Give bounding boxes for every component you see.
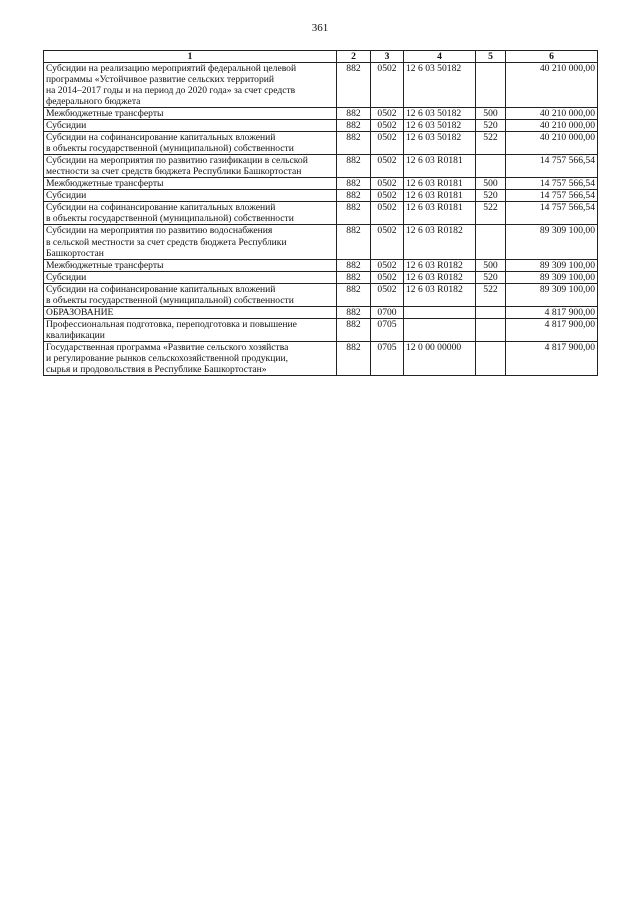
cell-section: 0502 xyxy=(371,259,404,271)
cell-ved: 882 xyxy=(337,259,371,271)
cell-target-article: 12 6 03 50182 xyxy=(404,108,476,120)
cell-expense-type xyxy=(476,225,506,259)
table-header-row xyxy=(44,51,598,63)
header-col-1: 1 xyxy=(44,51,337,63)
cell-target-article: 12 6 03 50182 xyxy=(404,120,476,132)
cell-expense-type: 522 xyxy=(476,132,506,155)
table-row xyxy=(44,190,598,202)
table-row xyxy=(44,178,598,190)
page-number: 361 xyxy=(311,22,329,34)
cell-amount: 40 210 000,00 xyxy=(506,63,598,108)
cell-name: Профессиональная подготовка, переподготовка и повышение квалификации xyxy=(44,318,337,341)
cell-target-article xyxy=(404,306,476,318)
cell-expense-type: 522 xyxy=(476,283,506,306)
cell-ved: 882 xyxy=(337,271,371,283)
cell-expense-type: 520 xyxy=(476,190,506,202)
cell-amount: 40 210 000,00 xyxy=(506,108,598,120)
cell-section: 0502 xyxy=(371,120,404,132)
table-row xyxy=(44,202,598,225)
cell-amount: 89 309 100,00 xyxy=(506,283,598,306)
table-row xyxy=(44,132,598,155)
header-col-3: 3 xyxy=(371,51,404,63)
cell-amount: 14 757 566,54 xyxy=(506,178,598,190)
cell-amount: 4 817 900,00 xyxy=(506,318,598,341)
cell-ved: 882 xyxy=(337,132,371,155)
cell-target-article: 12 6 03 R0181 xyxy=(404,155,476,178)
cell-target-article: 12 6 03 R0182 xyxy=(404,271,476,283)
table-body xyxy=(44,63,598,376)
cell-section: 0502 xyxy=(371,271,404,283)
cell-section: 0502 xyxy=(371,155,404,178)
table-row xyxy=(44,259,598,271)
cell-target-article: 12 6 03 R0182 xyxy=(404,259,476,271)
cell-target-article: 12 6 03 R0181 xyxy=(404,202,476,225)
cell-ved: 882 xyxy=(337,341,371,375)
cell-section: 0502 xyxy=(371,108,404,120)
header-col-2: 2 xyxy=(337,51,371,63)
table-row xyxy=(44,318,598,341)
table-row xyxy=(44,63,598,108)
cell-target-article: 12 6 03 R0181 xyxy=(404,178,476,190)
cell-amount: 14 757 566,54 xyxy=(506,202,598,225)
cell-expense-type xyxy=(476,63,506,108)
cell-target-article: 12 6 03 R0181 xyxy=(404,190,476,202)
cell-target-article: 12 6 03 50182 xyxy=(404,132,476,155)
cell-ved: 882 xyxy=(337,306,371,318)
cell-amount: 14 757 566,54 xyxy=(506,155,598,178)
cell-expense-type xyxy=(476,341,506,375)
cell-amount: 40 210 000,00 xyxy=(506,120,598,132)
cell-name: Субсидии на реализацию мероприятий федеральной целевой программы «Устойчивое развитие сельских территорий на 2014–2017 годы и на период до 2020 года» за счет средств федерального бюджета xyxy=(44,63,337,108)
cell-expense-type: 500 xyxy=(476,178,506,190)
table-row xyxy=(44,306,598,318)
cell-name: Субсидии на мероприятия по развитию водоснабжения в сельской местности за счет средств бюджета Республики Башкортостан xyxy=(44,225,337,259)
table-row xyxy=(44,341,598,375)
cell-target-article: 12 6 03 R0182 xyxy=(404,225,476,259)
cell-expense-type: 500 xyxy=(476,108,506,120)
table-row xyxy=(44,155,598,178)
cell-target-article: 12 0 00 00000 xyxy=(404,341,476,375)
cell-ved: 882 xyxy=(337,225,371,259)
cell-ved: 882 xyxy=(337,283,371,306)
cell-ved: 882 xyxy=(337,63,371,108)
cell-target-article: 12 6 03 R0182 xyxy=(404,283,476,306)
cell-section: 0502 xyxy=(371,132,404,155)
header-col-6: 6 xyxy=(506,51,598,63)
cell-name: Субсидии на мероприятия по развитию газификации в сельской местности за счет средств бюджета Республики Башкортостан xyxy=(44,155,337,178)
cell-expense-type: 520 xyxy=(476,271,506,283)
cell-section: 0705 xyxy=(371,318,404,341)
cell-target-article: 12 6 03 50182 xyxy=(404,63,476,108)
cell-name: Субсидии на софинансирование капитальных вложений в объекты государственной (муниципальной) собственности xyxy=(44,202,337,225)
table-row xyxy=(44,120,598,132)
cell-ved: 882 xyxy=(337,190,371,202)
cell-ved: 882 xyxy=(337,108,371,120)
cell-amount: 14 757 566,54 xyxy=(506,190,598,202)
budget-table xyxy=(43,50,598,376)
cell-amount: 4 817 900,00 xyxy=(506,341,598,375)
table-row xyxy=(44,225,598,259)
cell-section: 0502 xyxy=(371,225,404,259)
cell-name: ОБРАЗОВАНИЕ xyxy=(44,306,337,318)
cell-section: 0502 xyxy=(371,283,404,306)
cell-name: Субсидии xyxy=(44,120,337,132)
cell-section: 0502 xyxy=(371,190,404,202)
cell-name: Межбюджетные трансферты xyxy=(44,259,337,271)
cell-expense-type xyxy=(476,155,506,178)
cell-ved: 882 xyxy=(337,178,371,190)
cell-section: 0700 xyxy=(371,306,404,318)
header-col-4: 4 xyxy=(404,51,476,63)
cell-amount: 40 210 000,00 xyxy=(506,132,598,155)
cell-amount: 89 309 100,00 xyxy=(506,259,598,271)
cell-amount: 89 309 100,00 xyxy=(506,225,598,259)
cell-section: 0502 xyxy=(371,63,404,108)
cell-ved: 882 xyxy=(337,120,371,132)
cell-amount: 4 817 900,00 xyxy=(506,306,598,318)
cell-name: Субсидии xyxy=(44,271,337,283)
cell-section: 0705 xyxy=(371,341,404,375)
cell-section: 0502 xyxy=(371,202,404,225)
header-col-5: 5 xyxy=(476,51,506,63)
cell-name: Межбюджетные трансферты xyxy=(44,108,337,120)
cell-name: Межбюджетные трансферты xyxy=(44,178,337,190)
cell-expense-type xyxy=(476,306,506,318)
table-row xyxy=(44,283,598,306)
cell-amount: 89 309 100,00 xyxy=(506,271,598,283)
cell-ved: 882 xyxy=(337,202,371,225)
table-row xyxy=(44,108,598,120)
cell-expense-type xyxy=(476,318,506,341)
cell-name: Субсидии на софинансирование капитальных вложений в объекты государственной (муниципальной) собственности xyxy=(44,132,337,155)
cell-name: Субсидии на софинансирование капитальных вложений в объекты государственной (муниципальной) собственности xyxy=(44,283,337,306)
cell-expense-type: 520 xyxy=(476,120,506,132)
table-row xyxy=(44,271,598,283)
cell-section: 0502 xyxy=(371,178,404,190)
cell-ved: 882 xyxy=(337,155,371,178)
cell-expense-type: 522 xyxy=(476,202,506,225)
cell-target-article xyxy=(404,318,476,341)
cell-expense-type: 500 xyxy=(476,259,506,271)
cell-name: Государственная программа «Развитие сельского хозяйства и регулирование рынков сельскохозяйственной продукции, сырья и продовольствия в Республике Башкортостан» xyxy=(44,341,337,375)
cell-ved: 882 xyxy=(337,318,371,341)
cell-name: Субсидии xyxy=(44,190,337,202)
